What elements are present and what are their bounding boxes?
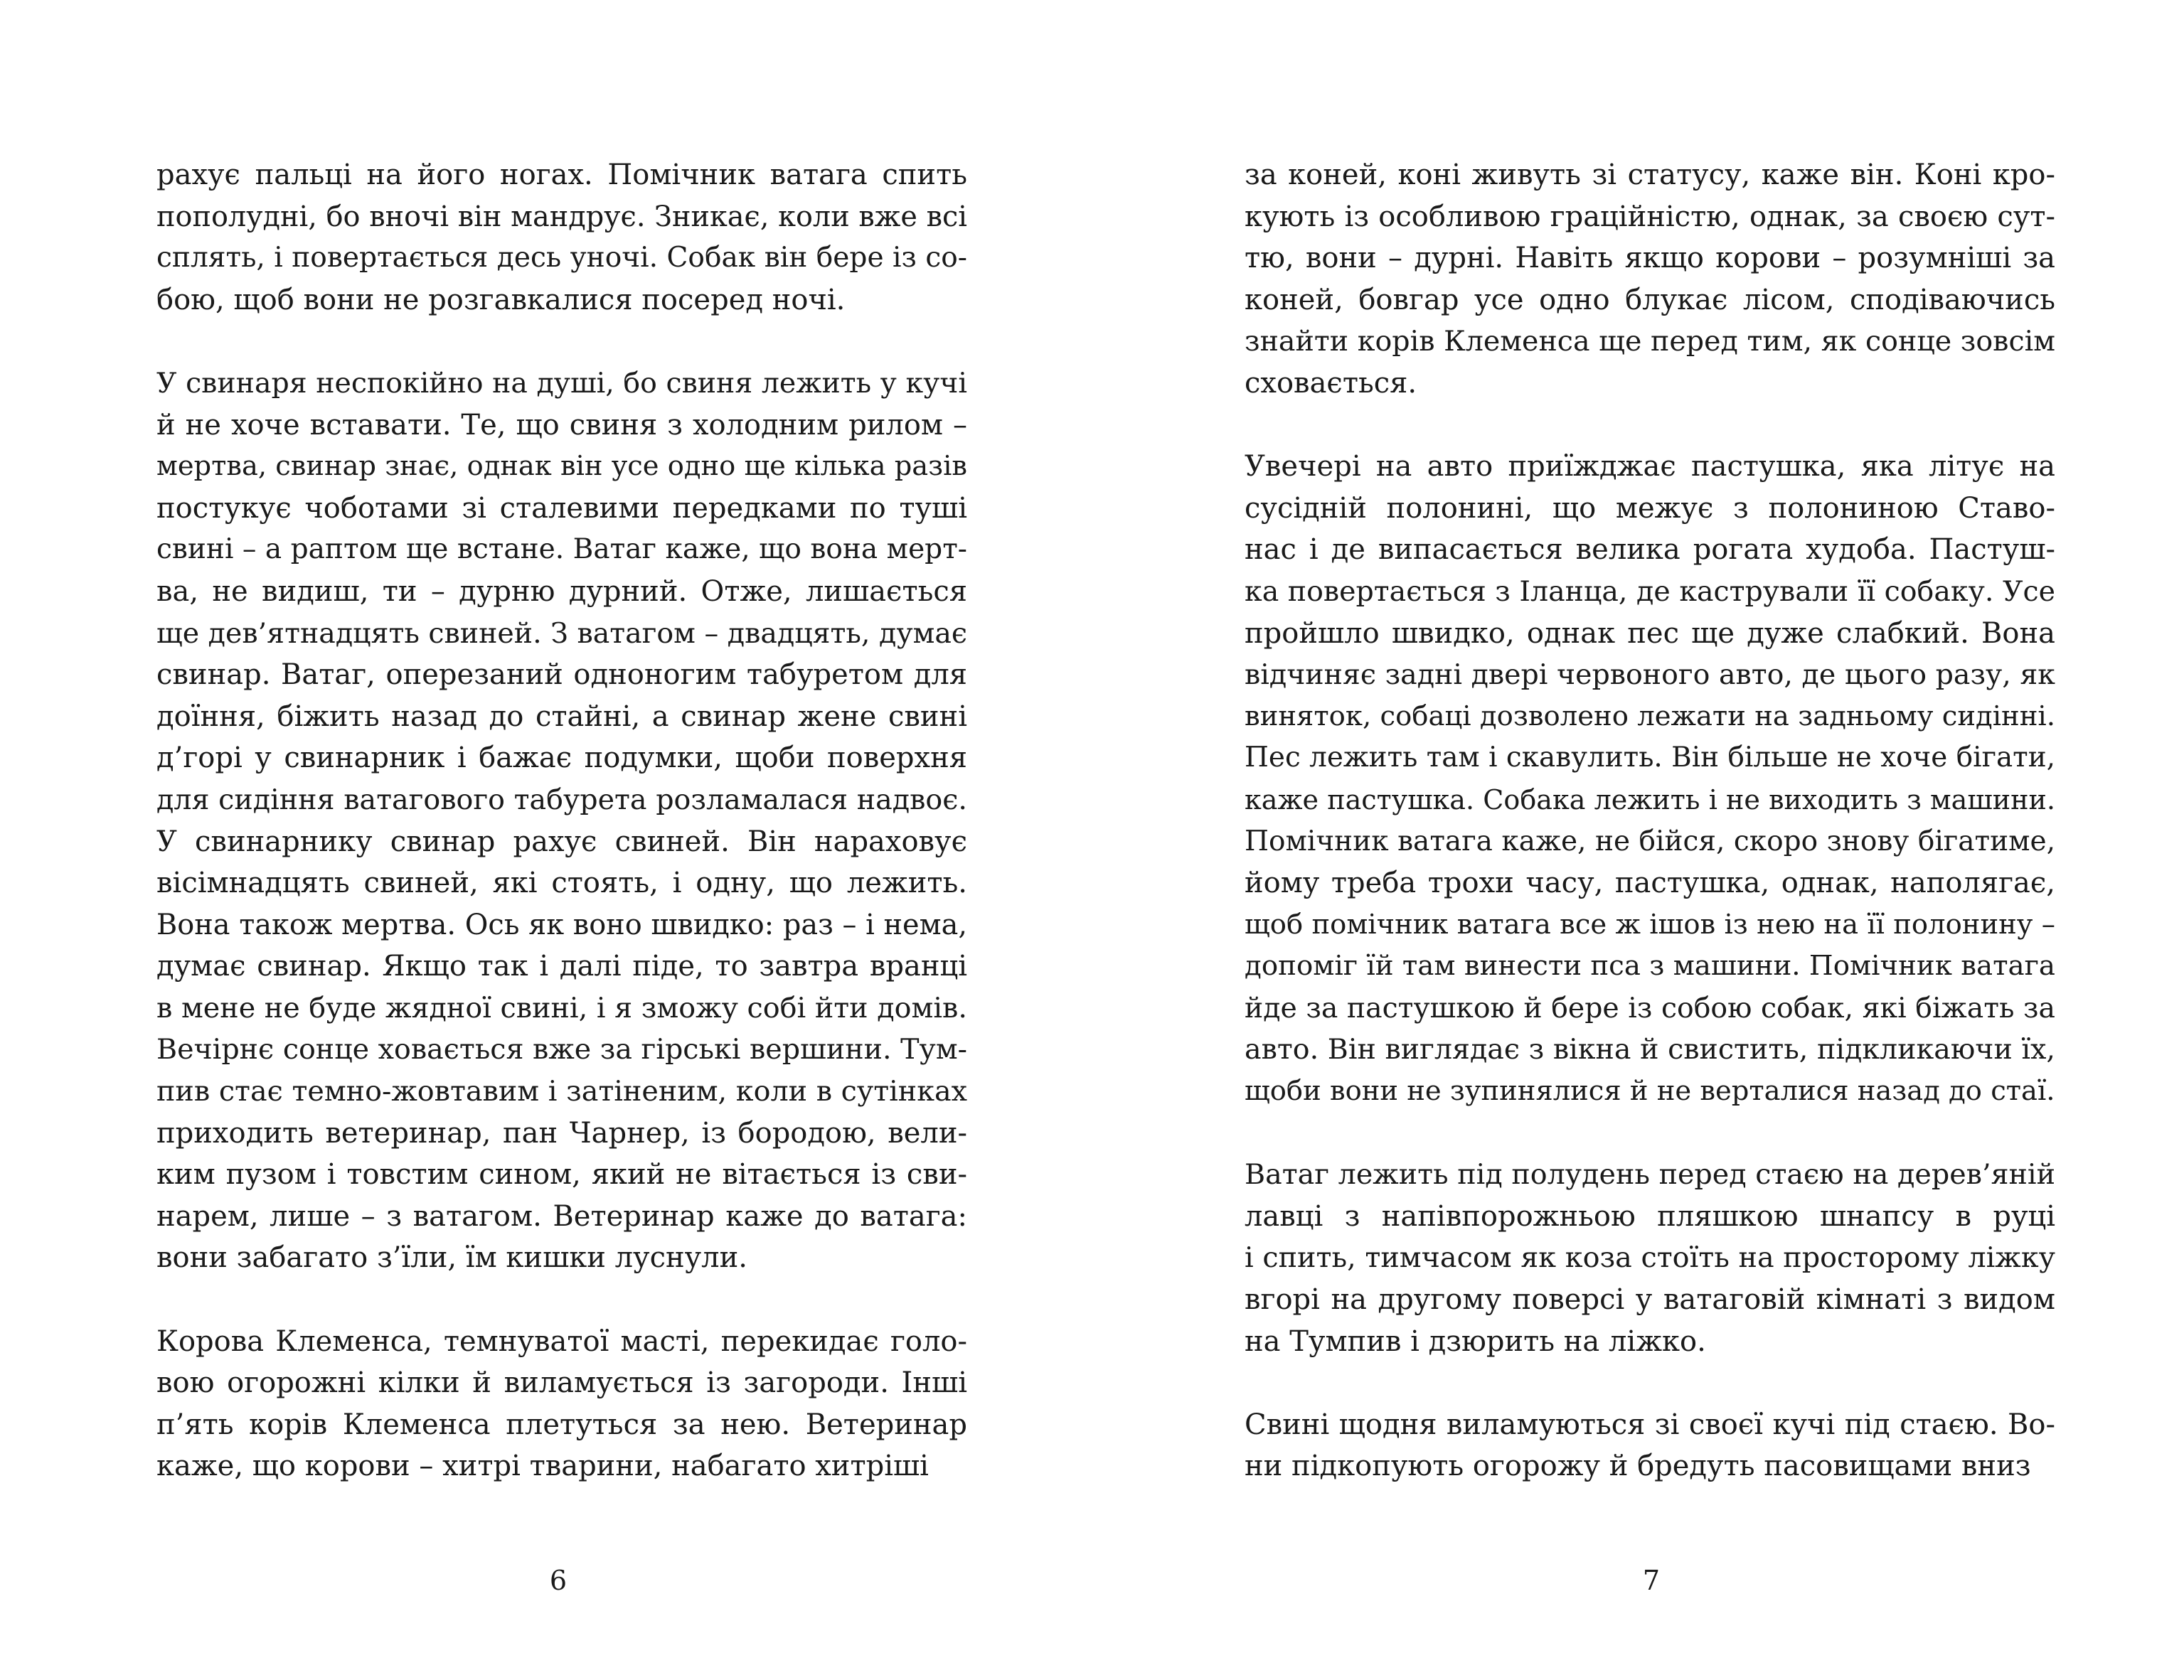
text-line: знайти корів Клеменса ще перед тим, як сонце зовсім (1245, 325, 2055, 358)
paragraph (156, 363, 967, 1279)
text-line: тю, вони – дурні. Навіть якщо корови – розумніші за (1245, 242, 2055, 275)
text-line: пройшло швидко, однак пес ще дуже слабкий. Вона (1245, 616, 2055, 650)
paragraph (156, 154, 967, 321)
text-line: свинар. Ватаг, оперезаний одноногим табуретом для (156, 658, 967, 692)
text-line: ще дев’ятнадцять свиней. З ватагом – двадцять, думає (156, 616, 967, 650)
text-line: каже, що корови – хитрі тварини, набагато хитріші (156, 1450, 929, 1483)
text-line: У свинаря неспокійно на душі, бо свиня лежить у кучі (156, 366, 967, 400)
text-line: Вона також мертва. Ось як воно швидко: раз – і нема, (156, 908, 967, 941)
text-line: вгорі на другому поверсі у ватаговій кімнаті з видом (1245, 1283, 2055, 1317)
text-line: для сидіння ватагового табурета розламалася надвоє. (156, 783, 967, 816)
right-page-number: 7 (1642, 1565, 1661, 1596)
text-line: сплять, і повертається десь уночі. Собак він бере із со- (156, 242, 967, 274)
text-line: мертва, свинар знає, однак він усе одно ще кілька разів (156, 450, 967, 483)
text-line: постукує чоботами зі сталевими передками по туші (156, 491, 967, 525)
text-line: вони забагато з’їли, їм кишки луснули. (156, 1241, 747, 1275)
text-line: коней, бовгар усе одно блукає лісом, сподіваючись (1245, 283, 2055, 316)
text-line: сусідній полонині, що межує з полониною Ставо- (1245, 491, 2055, 525)
text-line: за коней, коні живуть зі статусу, каже він. Коні кро- (1245, 159, 2055, 191)
text-line: Пес лежить там і скавулить. Він більше не хоче бігати, (1245, 742, 2055, 774)
text-line: Ватаг лежить під полудень перед стаєю на дерев’яній (1245, 1158, 2055, 1192)
text-line: бою, щоб вони не розгавкалися посеред ночі. (156, 283, 846, 316)
text-line: й не хоче вставати. Те, що свиня з холодним рилом – (156, 408, 967, 442)
text-line: думає свинар. Якщо так і далі піде, то завтра вранці (156, 950, 967, 983)
text-line: приходить ветеринар, пан Чарнер, із бородою, вели- (156, 1116, 967, 1150)
paragraph (1245, 1404, 2055, 1487)
text-line: Помічник ватага каже, не бійся, скоро знову бігатиме, (1245, 825, 2055, 857)
text-line: щоб помічник ватага все ж ішов із нею на її полонину – (1245, 908, 2055, 941)
left-page-text (156, 154, 967, 1487)
text-line: д’горі у свинарник і бажає подумки, щоби поверхня (156, 742, 967, 775)
text-line: ким пузом і товстим сином, який не вітається із сви- (156, 1158, 967, 1192)
text-line: лавці з напівпорожньою пляшкою шнапсу в руці (1245, 1199, 2055, 1233)
text-line: відчиняє задні двері червоного авто, де цього разу, як (1245, 658, 2055, 692)
text-line: пив стає темно-жовтавим і затіненим, коли в сутінках (156, 1075, 967, 1108)
paragraph (1245, 154, 2055, 405)
text-line: сховається. (1245, 366, 1417, 400)
text-line: Свині щодня виламуються зі своєї кучі під стаєю. Во- (1245, 1408, 2055, 1441)
paragraph (1245, 1154, 2055, 1362)
right-page (1092, 0, 2184, 1680)
text-line: пополудні, бо вночі він мандрує. Зникає, коли вже всі (156, 200, 967, 233)
text-line: свині – а раптом ще встане. Ватаг каже, що вона мерт- (156, 533, 967, 566)
right-page-text (1245, 154, 2055, 1487)
text-line: йому треба трохи часу, пастушка, однак, наполягає, (1245, 867, 2055, 900)
text-line: Корова Клеменса, темнуватої масті, перекидає голо- (156, 1325, 967, 1358)
text-line: на Тумпив і дзюрить на ліжко. (1245, 1325, 1706, 1358)
paragraph (1245, 446, 2055, 1113)
text-line: У свинарнику свинар рахує свиней. Він нараховує (156, 825, 967, 858)
text-line: авто. Він виглядає з вікна й свистить, підкликаючи їх, (1245, 1033, 2055, 1066)
text-line: і спить, тимчасом як коза стоїть на просторому ліжку (1245, 1241, 2055, 1275)
paragraph (156, 1321, 967, 1487)
text-line: щоби вони не зупинялися й не верталися назад до стаї. (1245, 1075, 2055, 1108)
text-line: доїння, біжить назад до стайні, а свинар жене свині (156, 700, 967, 733)
text-line: кують із особливою граційністю, однак, за своєю сут- (1245, 200, 2055, 233)
text-line: п’ять корів Клеменса плетуться за нею. Ветеринар (156, 1408, 967, 1441)
text-line: Увечері на авто приїжджає пастушка, яка літує на (1245, 450, 2055, 483)
text-line: Вечірнє сонце ховається вже за гірські вершини. Тум- (156, 1033, 967, 1066)
text-line: нас і де випасається велика рогата худоба. Пастуш- (1245, 533, 2055, 567)
text-line: ни підкопують огорожу й бредуть пасовищами вниз (1245, 1450, 2031, 1483)
text-line: каже пастушка. Собака лежить і не виходить з машини. (1245, 783, 2055, 815)
text-line: ка повертається з Іланца, де кастрували її собаку. Усе (1245, 574, 2055, 608)
text-line: вою огорожні кілки й виламується із загороди. Інші (156, 1366, 967, 1400)
text-line: ва, не видиш, ти – дурню дурний. Отже, лишається (156, 574, 967, 608)
text-line: нарем, лише – з ватагом. Ветеринар каже до ватага: (156, 1199, 967, 1233)
text-line: рахує пальці на його ногах. Помічник ватага спить (156, 159, 967, 191)
text-line: виняток, собаці дозволено лежати на задньому сидінні. (1245, 700, 2055, 732)
text-line: в мене не буде жядної свині, і я зможу собі йти домів. (156, 991, 967, 1024)
left-page-number: 6 (549, 1565, 568, 1596)
text-line: допоміг їй там винести пса з машини. Помічник ватага (1245, 950, 2055, 983)
text-line: вісімнадцять свиней, які стоять, і одну, що лежить. (156, 867, 967, 900)
text-line: йде за пастушкою й бере із собою собак, які біжать за (1245, 991, 2055, 1024)
